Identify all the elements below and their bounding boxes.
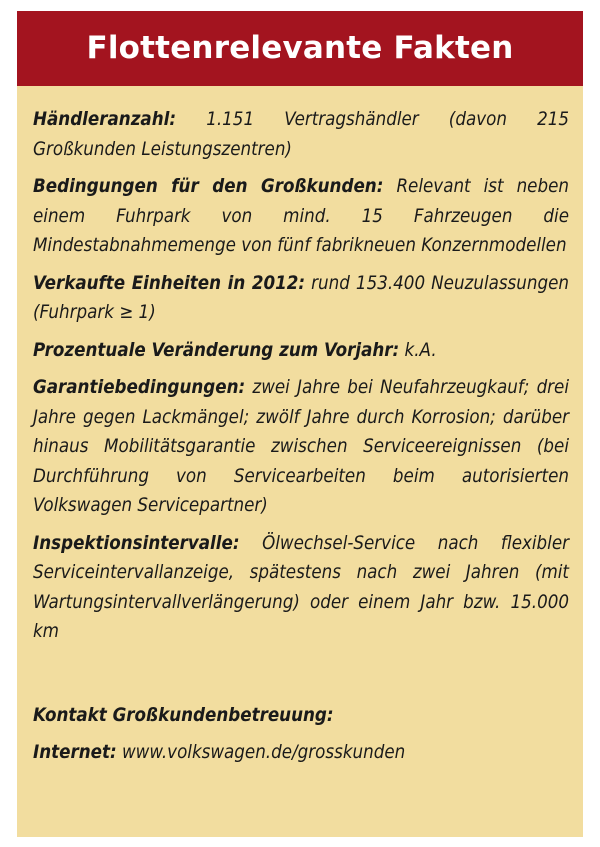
fact-label: Garantiebedingungen: — [33, 377, 246, 398]
fact-text: Relevant ist neben einem Fuhrpark von mind. 15 Fahrzeugen die Mindestabnahmemenge von fünf fabrikneuen Konzernmodellen — [33, 176, 569, 256]
fact-text: zwei Jahre bei Neufahrzeugkauf; drei Jahre gegen Lackmängel; zwölf Jahre durch Korrosion; darüber hinaus Mobilitätsgarantie zwischen Serviceereignissen (bei Durchführung von Servicearbeiten beim autorisierten Volkswagen Servicepartner) — [33, 377, 570, 516]
fact-warranty — [33, 373, 569, 521]
fact-label: Prozentuale Veränderung zum Vorjahr: — [33, 339, 400, 361]
fact-text: 1.151 Vertragshändler (davon 215 Großkunden Leistungszentren) — [33, 109, 570, 160]
fact-list — [17, 86, 583, 768]
fact-label: Händleranzahl: — [33, 109, 177, 130]
fact-box — [17, 11, 583, 837]
internet-label: Internet: — [33, 742, 117, 763]
contact-heading-label: Kontakt Großkundenbetreuung: — [33, 704, 334, 726]
fact-units-sold — [33, 269, 569, 328]
internet-link[interactable]: www.volkswagen.de/grosskunden — [122, 742, 406, 763]
fact-label: Inspektionsintervalle: — [33, 532, 240, 554]
contact-heading — [33, 701, 569, 731]
fact-text: k.A. — [404, 339, 437, 361]
fact-text: rund 153.400 Neuzulassungen (Fuhrpark ≥ 1) — [33, 272, 570, 323]
fact-text: Ölwechsel-Service nach flexibler Serviceintervallanzeige, spätestens nach zwei Jahren (mit Wartungsintervallverlängerung) oder einem Jahr bzw. 15.000 km — [33, 532, 569, 642]
fact-inspection — [33, 529, 569, 647]
fact-change — [33, 336, 569, 366]
spacer — [33, 655, 569, 701]
contact-internet — [33, 738, 569, 768]
fact-label: Bedingungen für den Großkunden: — [33, 176, 384, 197]
fact-dealer-count — [33, 105, 569, 164]
box-title: Flottenrelevante Fakten — [17, 11, 583, 86]
fact-label: Verkaufte Einheiten in 2012: — [33, 272, 306, 294]
fact-conditions — [33, 172, 569, 261]
